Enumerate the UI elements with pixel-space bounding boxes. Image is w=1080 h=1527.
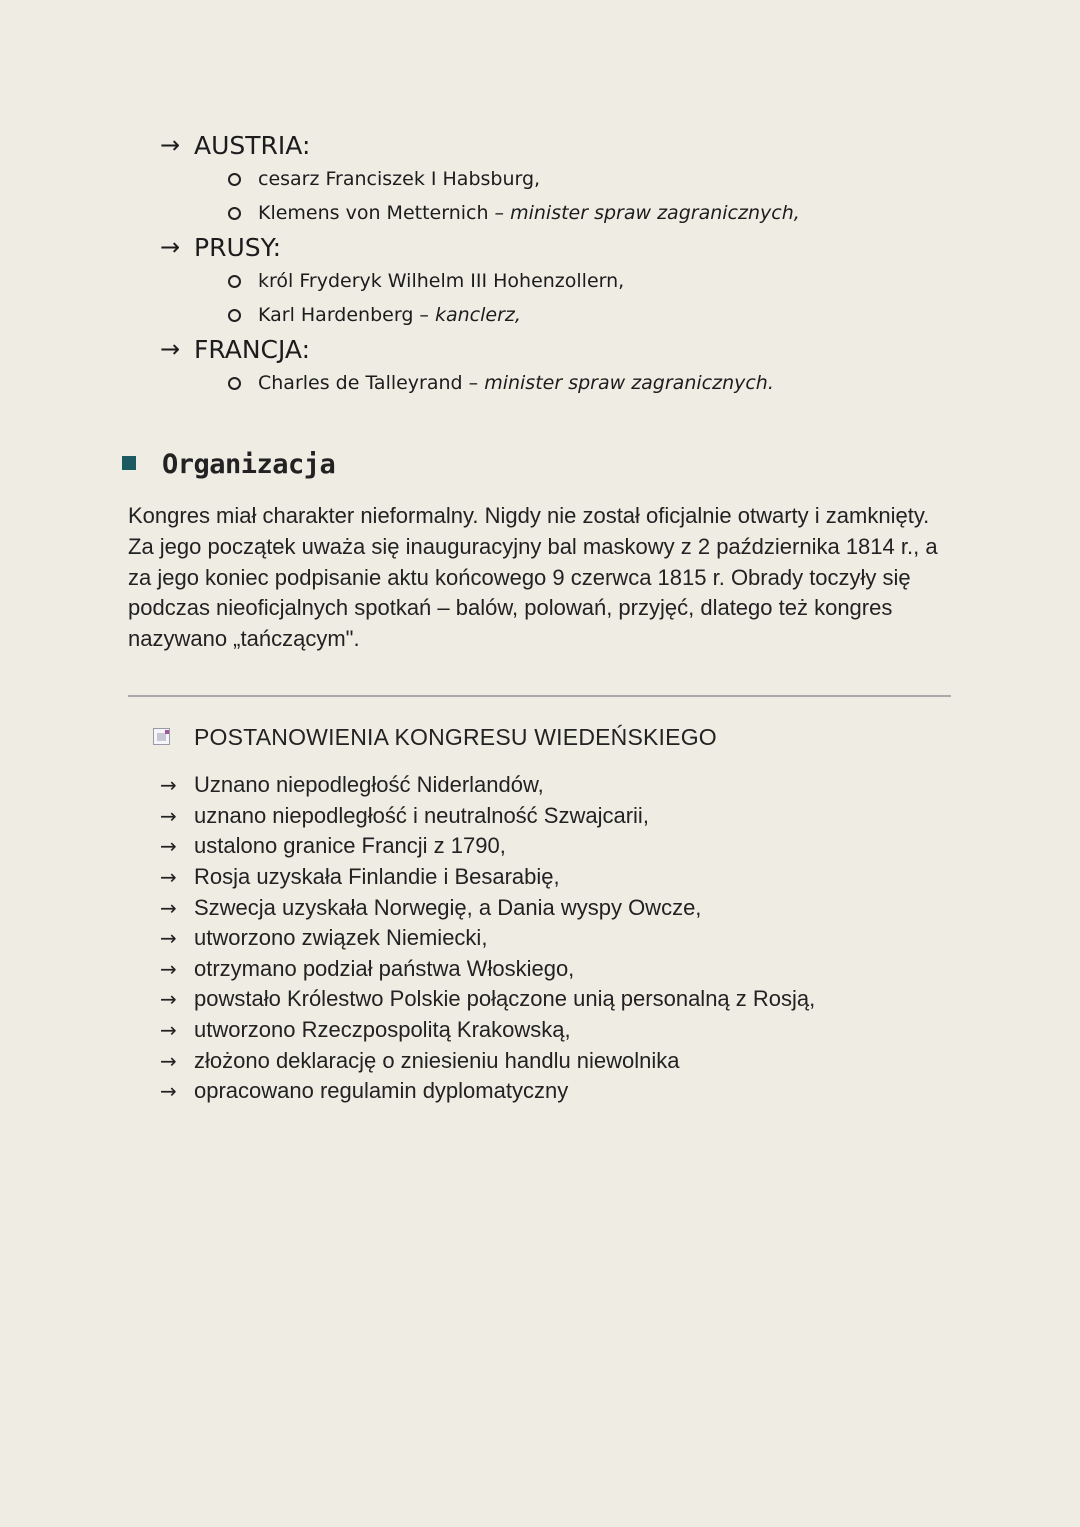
person-name: cesarz Franciszek I Habsburg, <box>258 168 541 190</box>
document-icon <box>152 727 172 747</box>
person-name: Karl Hardenberg – <box>258 304 435 326</box>
decision-text: Szwecja uzyskała Norwegię, a Dania wyspy Owcze, <box>194 894 702 920</box>
list-item <box>160 831 815 862</box>
list-item <box>160 298 980 332</box>
decision-text: utworzono związek Niemiecki, <box>194 925 488 951</box>
circle-bullet-icon <box>228 275 241 288</box>
arrow-icon: → <box>160 895 177 920</box>
section-title: POSTANOWIENIA KONGRESU WIEDEŃSKIEGO <box>194 723 717 750</box>
circle-bullet-icon <box>228 309 241 322</box>
person-name: Charles de Talleyrand – <box>258 372 485 394</box>
organization-paragraph: Kongres miał charakter nieformalny. Nigdy nie został oficjalnie otwarty i zamknięty. Za jego początek uważa się inauguracyjny bal maskowy z 2 października 1814 r., a za jego koniec podpisanie aktu końcowego 9 czerwca 1815 r. Obrady toczyły się podczas nieoficjalnych spotkań – balów, polowań, przyjęć, dlatego też kongres nazywano „tańczącym". <box>128 503 938 652</box>
person-role: kanclerz, <box>434 304 521 326</box>
list-item <box>160 892 815 923</box>
prusy-people <box>160 264 980 332</box>
arrow-icon: → <box>160 1079 177 1104</box>
person-role: minister spraw zagranicznych. <box>484 372 774 394</box>
list-item <box>160 770 815 801</box>
decision-text: utworzono Rzeczpospolitą Krakowską, <box>194 1017 571 1043</box>
country-label: PRUSY: <box>194 232 281 262</box>
decision-text: złożono deklarację o zniesieniu handlu niewolnika <box>194 1047 680 1073</box>
country-label: AUSTRIA: <box>194 130 311 160</box>
arrow-icon: → <box>160 865 177 890</box>
country-austria <box>160 128 980 162</box>
delegations-list <box>160 128 980 400</box>
austria-people <box>160 162 980 230</box>
circle-bullet-icon <box>228 377 241 390</box>
decisions-heading <box>152 719 717 755</box>
section-title: Organizacja <box>162 448 336 480</box>
decision-text: powstało Królestwo Polskie połączone unią personalną z Rosją, <box>194 986 816 1012</box>
person-name: Klemens von Metternich – <box>258 202 511 224</box>
arrow-icon: → <box>160 803 177 828</box>
decision-text: Uznano niepodległość Niderlandów, <box>194 772 544 798</box>
list-item <box>160 801 815 832</box>
decision-text: uznano niepodległość i neutralność Szwajcarii, <box>194 802 649 828</box>
arrow-icon: → <box>160 834 177 859</box>
decision-text: opracowano regulamin dyplomatyczny <box>194 1078 569 1104</box>
organization-heading <box>122 444 335 484</box>
list-item <box>160 954 815 985</box>
arrow-icon: → <box>160 233 181 261</box>
person-role: minister spraw zagranicznych, <box>510 202 800 224</box>
square-bullet-icon <box>122 456 136 470</box>
list-item <box>160 196 980 230</box>
list-item <box>160 1015 815 1046</box>
decision-text: otrzymano podział państwa Włoskiego, <box>194 955 575 981</box>
arrow-icon: → <box>160 1048 177 1073</box>
arrow-icon: → <box>160 987 177 1012</box>
arrow-icon: → <box>160 335 181 363</box>
list-item <box>160 162 980 196</box>
list-item <box>160 923 815 954</box>
decisions-list <box>160 770 815 1107</box>
list-item <box>160 862 815 893</box>
decision-text: ustalono granice Francji z 1790, <box>194 833 506 859</box>
arrow-icon: → <box>160 773 177 798</box>
list-item <box>160 984 815 1015</box>
decision-text: Rosja uzyskała Finlandie i Besarabię, <box>194 864 560 890</box>
list-item <box>160 366 980 400</box>
circle-bullet-icon <box>228 207 241 220</box>
list-item <box>160 264 980 298</box>
list-item <box>160 1076 815 1107</box>
country-label: FRANCJA: <box>194 334 311 364</box>
circle-bullet-icon <box>228 173 241 186</box>
arrow-icon: → <box>160 1018 177 1043</box>
arrow-icon: → <box>160 926 177 951</box>
francja-people <box>160 366 980 400</box>
country-francja <box>160 332 980 366</box>
country-prusy <box>160 230 980 264</box>
arrow-icon: → <box>160 131 181 159</box>
arrow-icon: → <box>160 956 177 981</box>
divider <box>128 695 951 697</box>
person-name: król Fryderyk Wilhelm III Hohenzollern, <box>258 270 625 292</box>
list-item <box>160 1045 815 1076</box>
